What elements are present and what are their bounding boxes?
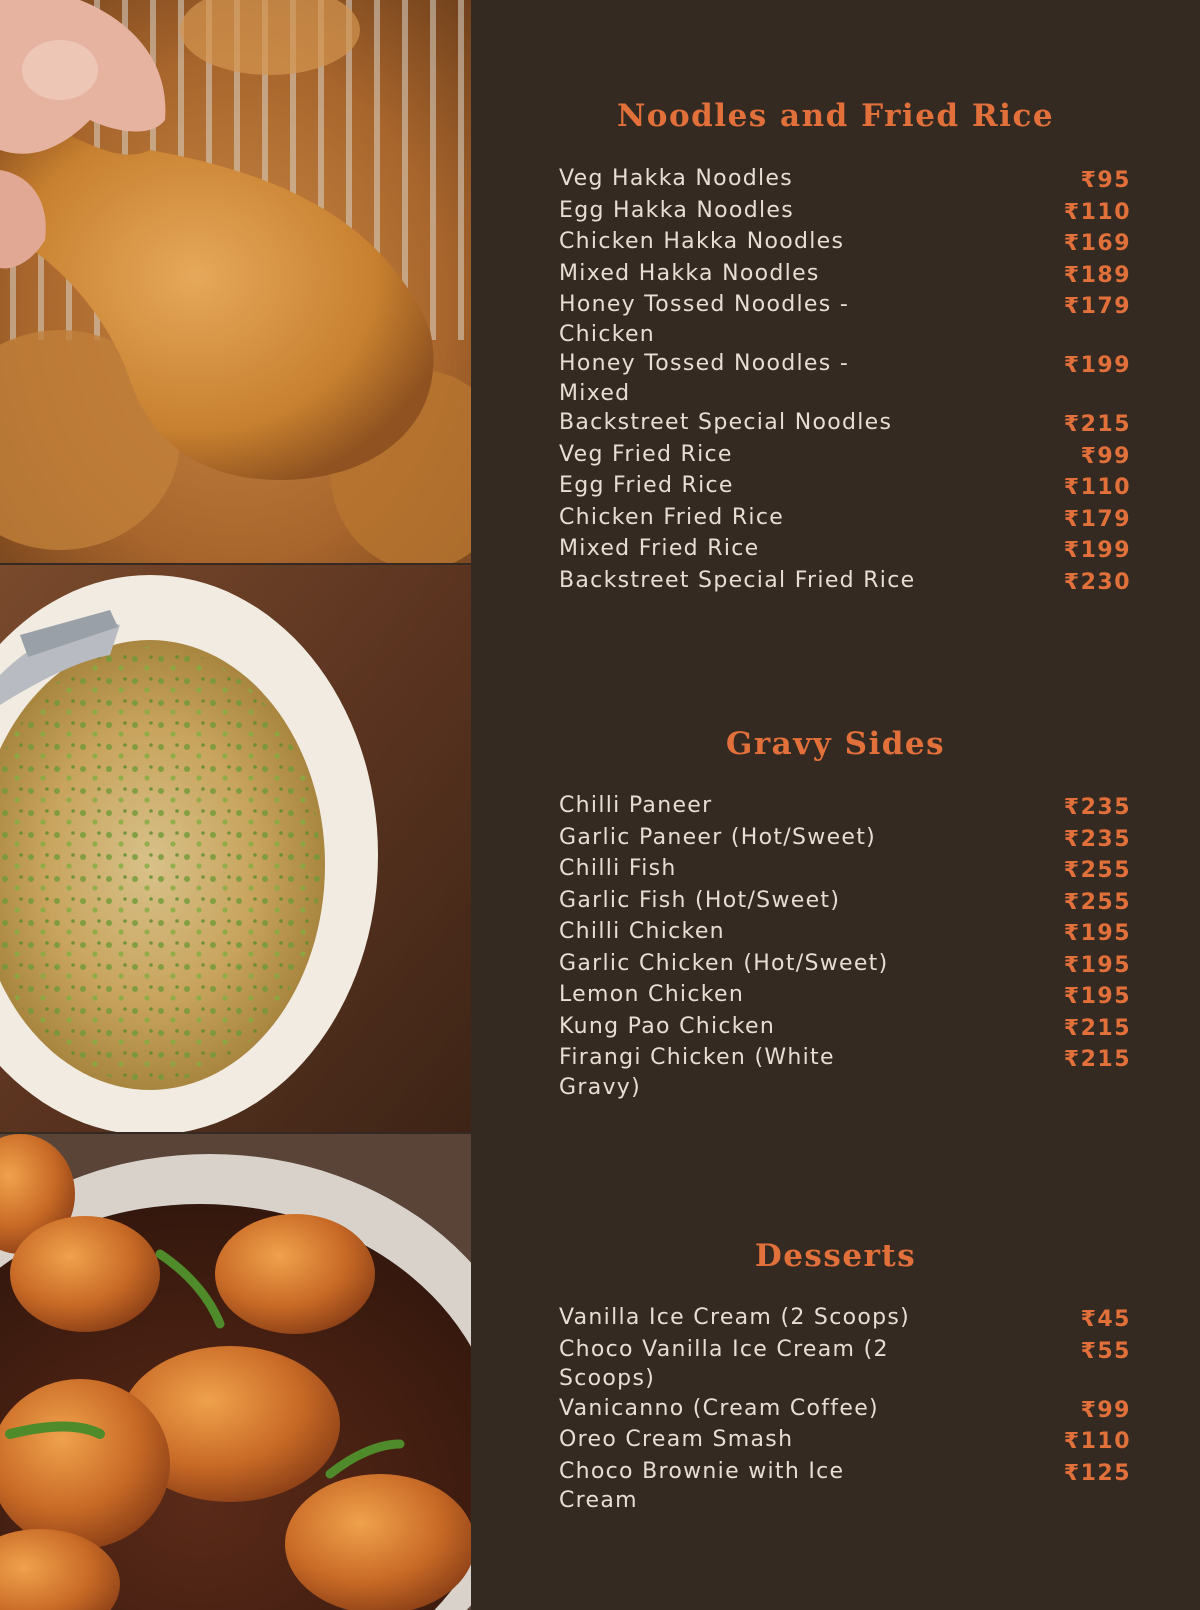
hakka-noodles-photo xyxy=(0,565,471,1132)
menu-item-price: ₹195 xyxy=(1063,984,1131,1009)
menu-item-name: Choco Vanilla Ice Cream (2 Scoops) xyxy=(559,1336,889,1391)
menu-item-name: Garlic Chicken (Hot/Sweet) xyxy=(559,950,889,976)
menu-item xyxy=(559,259,1131,291)
menu-item-name: Kung Pao Chicken xyxy=(559,1013,776,1039)
menu-column xyxy=(471,0,1200,1610)
noodles-fried-rice-list xyxy=(559,164,1131,597)
menu-item-price: ₹55 xyxy=(1080,1338,1131,1364)
menu-item-name: Mixed Hakka Noodles xyxy=(559,260,820,286)
menu-item xyxy=(559,1394,1131,1426)
menu-item-price: ₹215 xyxy=(1063,1015,1131,1041)
menu-item xyxy=(559,949,1131,981)
menu-item xyxy=(559,1425,1131,1457)
menu-item xyxy=(559,534,1131,566)
menu-item xyxy=(559,1043,1131,1102)
menu-item-price: ₹199 xyxy=(1063,353,1131,378)
menu-item-price: ₹235 xyxy=(1063,826,1131,852)
menu-item-name: Mixed Fried Rice xyxy=(559,536,760,561)
menu-item-name: Honey Tossed Noodles - Mixed xyxy=(559,351,850,406)
menu-item-name: Veg Fried Rice xyxy=(559,441,733,467)
menu-item xyxy=(559,290,1131,349)
menu-item-price: ₹235 xyxy=(1063,795,1131,820)
menu-item-name: Firangi Chicken (White Gravy) xyxy=(559,1045,835,1100)
menu-item xyxy=(559,349,1131,408)
gravy-sides-list xyxy=(559,791,1131,1102)
section-title-gravy-sides: Gravy Sides xyxy=(725,726,946,762)
menu-item-price: ₹99 xyxy=(1080,1397,1131,1423)
section-title-desserts: Desserts xyxy=(754,1238,917,1274)
photo-column xyxy=(0,0,471,1610)
menu-item-name: Egg Fried Rice xyxy=(559,473,734,498)
menu-item-price: ₹195 xyxy=(1063,921,1131,946)
section-title-noodles-fried-rice: Noodles and Fried Rice xyxy=(616,98,1055,134)
menu-item-price: ₹199 xyxy=(1063,538,1131,563)
menu-item-price: ₹189 xyxy=(1063,262,1131,288)
menu-item xyxy=(559,1303,1131,1335)
menu-item-price: ₹110 xyxy=(1063,1429,1131,1454)
menu-item-name: Chicken Hakka Noodles xyxy=(559,229,845,254)
menu-item-name: Garlic Paneer (Hot/Sweet) xyxy=(559,824,877,850)
menu-item xyxy=(559,854,1131,886)
menu-item-name: Garlic Fish (Hot/Sweet) xyxy=(559,887,841,913)
menu-item-name: Chicken Fried Rice xyxy=(559,504,785,530)
menu-item xyxy=(559,440,1131,472)
menu-item-price: ₹255 xyxy=(1063,858,1131,883)
menu-item-price: ₹99 xyxy=(1080,443,1131,469)
menu-item-name: Veg Hakka Noodles xyxy=(559,166,793,191)
menu-item-price: ₹255 xyxy=(1063,889,1131,915)
chilli-chicken-photo xyxy=(0,1134,471,1610)
menu-item xyxy=(559,1335,1131,1394)
menu-item-name: Vanilla Ice Cream (2 Scoops) xyxy=(559,1305,911,1330)
menu-item-name: Chilli Paneer xyxy=(559,793,713,818)
desserts-list xyxy=(559,1303,1131,1516)
menu-item xyxy=(559,471,1131,503)
menu-item-price: ₹179 xyxy=(1063,294,1131,319)
fried-chicken-photo xyxy=(0,0,471,563)
menu-item-name: Backstreet Special Fried Rice xyxy=(559,567,916,593)
menu-item-price: ₹215 xyxy=(1063,412,1131,437)
menu-item-price: ₹195 xyxy=(1063,952,1131,978)
menu-item-name: Egg Hakka Noodles xyxy=(559,197,794,223)
menu-item-price: ₹110 xyxy=(1063,475,1131,500)
menu-item xyxy=(559,791,1131,823)
menu-item-price: ₹110 xyxy=(1063,199,1131,225)
menu-item-price: ₹215 xyxy=(1063,1047,1131,1072)
menu-item-name: Vanicanno (Cream Coffee) xyxy=(559,1395,879,1421)
menu-item-price: ₹125 xyxy=(1063,1460,1131,1486)
menu-item-name: Chilli Fish xyxy=(559,856,677,881)
menu-item-price: ₹230 xyxy=(1063,569,1131,595)
menu-item-price: ₹45 xyxy=(1080,1307,1131,1332)
menu-item-price: ₹169 xyxy=(1063,231,1131,256)
menu-item xyxy=(559,1457,1131,1516)
menu-item xyxy=(559,196,1131,228)
menu-item-name: Honey Tossed Noodles - Chicken xyxy=(559,292,850,347)
menu-item xyxy=(559,164,1131,196)
menu-item xyxy=(559,227,1131,259)
menu-item xyxy=(559,823,1131,855)
menu-item-name: Lemon Chicken xyxy=(559,982,745,1007)
menu-item xyxy=(559,566,1131,598)
menu-item-name: Chilli Chicken xyxy=(559,919,725,944)
menu-item-price: ₹95 xyxy=(1080,168,1131,193)
menu-item xyxy=(559,408,1131,440)
menu-item xyxy=(559,980,1131,1012)
menu-item xyxy=(559,886,1131,918)
menu-item-price: ₹179 xyxy=(1063,506,1131,532)
menu-item xyxy=(559,917,1131,949)
menu-item xyxy=(559,1012,1131,1044)
menu-item-name: Backstreet Special Noodles xyxy=(559,410,893,435)
menu-item xyxy=(559,503,1131,535)
menu-item-name: Choco Brownie with Ice Cream xyxy=(559,1458,845,1513)
menu-item-name: Oreo Cream Smash xyxy=(559,1427,794,1452)
